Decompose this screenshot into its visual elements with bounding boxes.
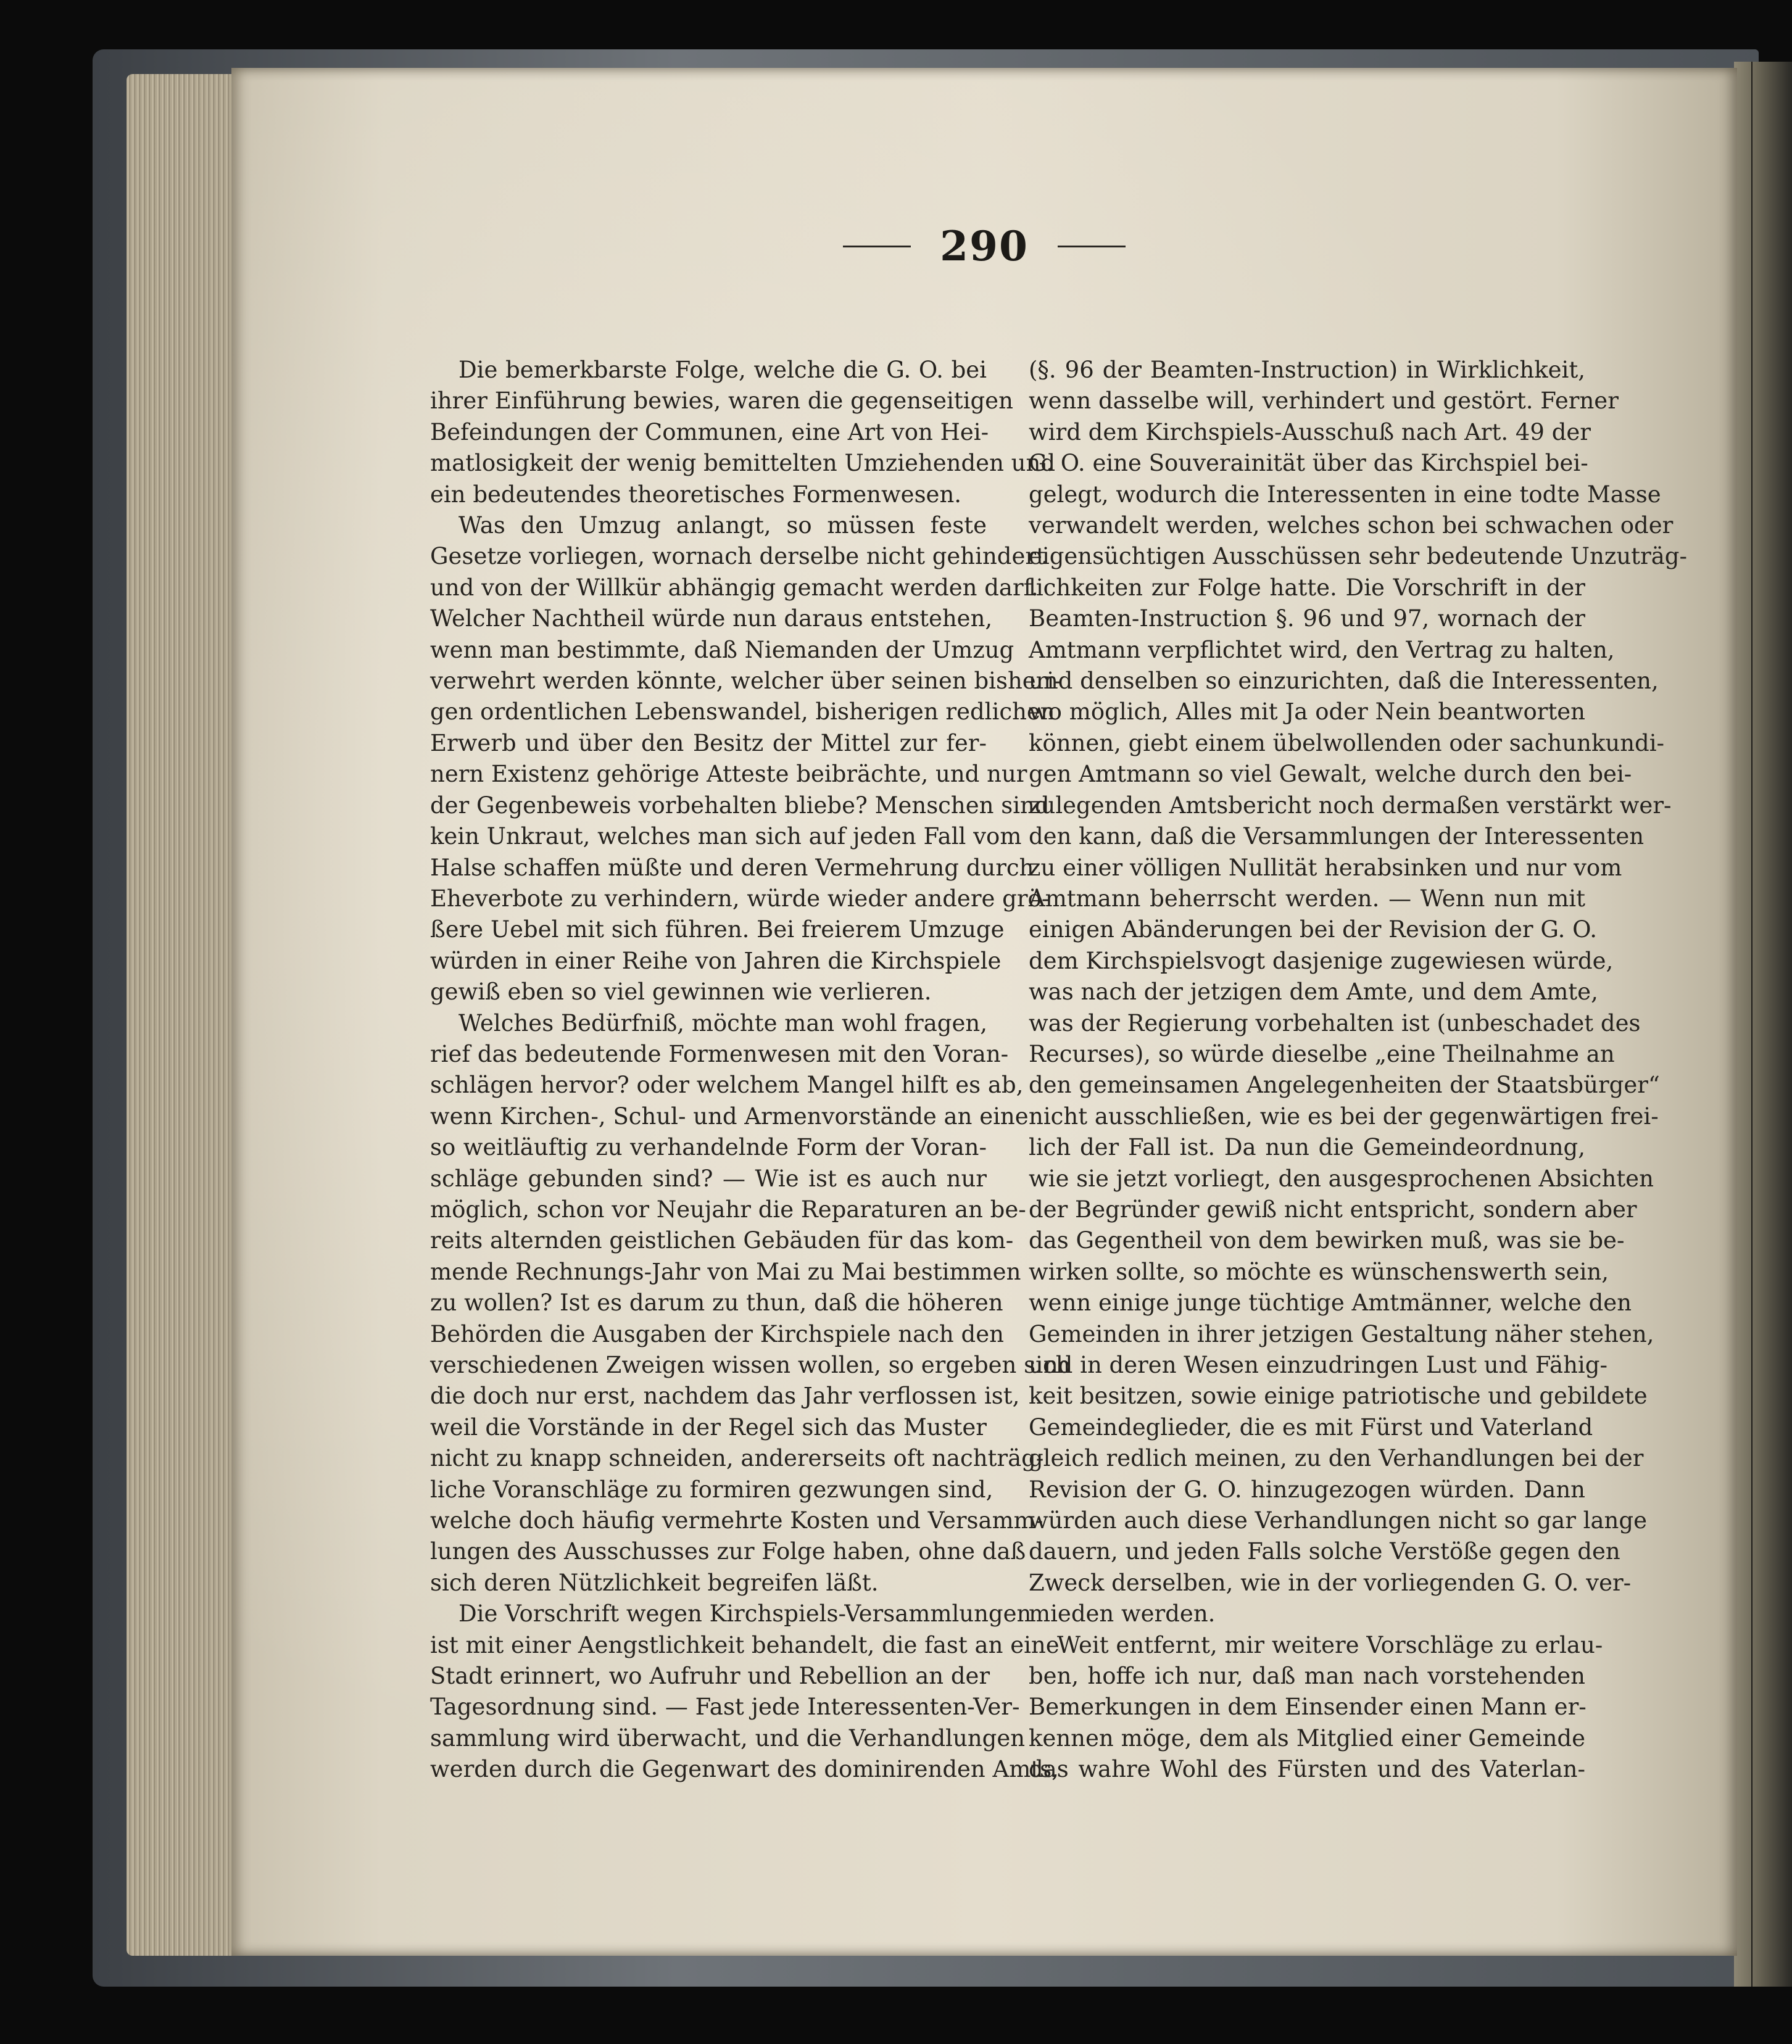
- text-line: rief das bedeutende Formenwesen mit den Voran-: [430, 1040, 1009, 1067]
- text-line: ßere Uebel mit sich führen. Bei freierem Umzuge: [430, 916, 1005, 943]
- text-line: können, giebt einem übelwollenden oder sachunkundi-: [1029, 729, 1665, 756]
- text-line: wird dem Kirchspiels-Ausschuß nach Art. 49 der: [1029, 418, 1591, 445]
- text-line: so weitläuftig zu verhandelnde Form der Voran-: [430, 1134, 987, 1161]
- text-line: nicht ausschließen, wie es bei der gegenwärtigen frei-: [1029, 1103, 1659, 1130]
- text-line: Revision der G. O. hinzugezogen würden. Dann: [1029, 1476, 1585, 1503]
- text-line: Welcher Nachtheil würde nun daraus entstehen,: [430, 605, 993, 632]
- paragraph: [1029, 355, 1687, 1630]
- text-line: mieden werden.: [1029, 1600, 1216, 1628]
- left-text-column: [430, 355, 1071, 1785]
- text-line: würden in einer Reihe von Jahren die Kirchspiele: [430, 947, 1002, 974]
- text-line: gen Amtmann so viel Gewalt, welche durch den bei-: [1029, 761, 1632, 788]
- text-line: wenn Kirchen-, Schul- und Armenvorstände an eine: [430, 1103, 1029, 1130]
- text-line: wenn einige junge tüchtige Amtmänner, welche den: [1029, 1289, 1632, 1317]
- text-line: und von der Willkür abhängig gemacht werden darf.: [430, 574, 1039, 601]
- text-line: wie sie jetzt vorliegt, den ausgesprochenen Absichten: [1029, 1165, 1654, 1192]
- text-line: möglich, schon vor Neujahr die Reparaturen an be-: [430, 1196, 1026, 1223]
- text-line: dem Kirchspielsvogt dasjenige zugewiesen würde,: [1029, 947, 1614, 974]
- text-line: gewiß eben so viel gewinnen wie verlieren.: [430, 979, 932, 1006]
- page-number: 290: [940, 222, 1029, 270]
- text-line: wirken sollte, so möchte es wünschenswerth sein,: [1029, 1258, 1609, 1285]
- text-line: verwandelt werden, welches schon bei schwachen oder: [1029, 512, 1674, 539]
- text-line: Erwerb und über den Besitz der Mittel zur fer-: [430, 729, 987, 756]
- facing-page-edge: [1734, 62, 1792, 1987]
- text-line: und in deren Wesen einzudringen Lust und Fähig-: [1029, 1352, 1607, 1378]
- text-line: sich deren Nützlichkeit begreifen läßt.: [430, 1569, 879, 1596]
- text-line: den kann, daß die Versammlungen der Interessenten: [1029, 823, 1645, 850]
- text-line: gleich redlich meinen, zu den Verhandlungen bei der: [1029, 1445, 1644, 1472]
- text-line: der Gegenbeweis vorbehalten bliebe? Menschen sind: [430, 792, 1050, 819]
- paragraph: [1029, 1630, 1603, 1785]
- text-line: (§. 96 der Beamten-Instruction) in Wirklichkeit,: [1029, 357, 1585, 383]
- text-line: kennen möge, dem als Mitglied einer Gemeinde: [1029, 1724, 1585, 1752]
- text-line: lungen des Ausschusses zur Folge haben, ohne daß: [430, 1538, 1026, 1565]
- text-line: was der Regierung vorbehalten ist (unbeschadet des: [1029, 1009, 1641, 1036]
- text-line: Bemerkungen in dem Einsender einen Mann er-: [1029, 1694, 1587, 1721]
- text-line: schläge gebunden sind? — Wie ist es auch nur: [430, 1165, 987, 1192]
- text-line: ben, hoffe ich nur, daß man nach vorstehenden: [1029, 1663, 1585, 1690]
- page-header: [231, 222, 1737, 270]
- text-line: Behörden die Ausgaben der Kirchspiele nach den: [430, 1320, 1004, 1347]
- page-edges: [127, 74, 234, 1956]
- text-line: würden auch diese Verhandlungen nicht so gar lange: [1029, 1507, 1647, 1534]
- text-line: Gesetze vorliegen, wornach derselbe nicht gehindert: [430, 543, 1045, 570]
- text-line: verwehrt werden könnte, welcher über seinen bisheri-: [430, 668, 1062, 695]
- text-line: lichkeiten zur Folge hatte. Die Vorschrift in der: [1029, 574, 1585, 601]
- text-line: welche doch häufig vermehrte Kosten und Versamm-: [430, 1507, 1043, 1534]
- text-line: wenn man bestimmte, daß Niemanden der Umzug: [430, 636, 1014, 663]
- text-line: dauern, und jeden Falls solche Verstöße gegen den: [1029, 1538, 1620, 1565]
- text-line: Tagesordnung sind. — Fast jede Interessenten-Ver-: [430, 1694, 1020, 1721]
- text-line: Eheverbote zu verhindern, würde wieder andere grö-: [430, 885, 1050, 912]
- text-line: eigensüchtigen Ausschüssen sehr bedeutende Unzuträg-: [1029, 543, 1687, 570]
- text-line: Zweck derselben, wie in der vorliegenden G. O. ver-: [1029, 1569, 1632, 1596]
- text-line: Amtmann verpflichtet wird, den Vertrag zu halten,: [1029, 636, 1615, 663]
- text-line: werden durch die Gegenwart des dominirenden Amts,: [430, 1756, 1059, 1783]
- text-line: die doch nur erst, nachdem das Jahr verflossen ist,: [430, 1383, 1020, 1410]
- text-line: das wahre Wohl des Fürsten und des Vaterlan-: [1029, 1756, 1585, 1783]
- text-line: ihrer Einführung bewies, waren die gegenseitigen: [430, 387, 1013, 415]
- text-line: Halse schaffen müßte und deren Vermehrung durch: [430, 854, 1034, 881]
- text-line: Stadt erinnert, wo Aufruhr und Rebellion an der: [430, 1663, 990, 1690]
- text-line: Recurses), so würde dieselbe „eine Theilnahme an: [1029, 1040, 1615, 1067]
- text-line: zulegenden Amtsbericht noch dermaßen verstärkt wer-: [1029, 792, 1672, 819]
- text-line: zu wollen? Ist es darum zu thun, daß die höheren: [430, 1289, 1003, 1317]
- right-text-column: [1029, 355, 1687, 1785]
- text-line: sammlung wird überwacht, und die Verhandlungen: [430, 1724, 1026, 1752]
- text-line: und denselben so einzurichten, daß die Interessenten,: [1029, 668, 1659, 695]
- text-line: gelegt, wodurch die Interessenten in eine todte Masse: [1029, 481, 1661, 508]
- text-line: wenn dasselbe will, verhindert und gestört. Ferner: [1029, 387, 1619, 415]
- text-line: weil die Vorstände in der Regel sich das Muster: [430, 1413, 987, 1441]
- text-line: der Begründer gewiß nicht entspricht, sondern aber: [1029, 1196, 1637, 1223]
- text-line: liche Voranschläge zu formiren gezwungen sind,: [430, 1476, 993, 1503]
- header-rule-right: [1058, 246, 1126, 247]
- text-line: gen ordentlichen Lebenswandel, bisherigen redlichen: [430, 698, 1055, 726]
- book-page: [231, 68, 1737, 1956]
- text-line: mende Rechnungs-Jahr von Mai zu Mai bestimmen: [430, 1258, 1021, 1285]
- text-line: matlosigkeit der wenig bemittelten Umziehenden und: [430, 450, 1056, 477]
- text-line: zu einer völligen Nullität herabsinken und nur vom: [1029, 854, 1622, 881]
- header-rule-left: [843, 246, 911, 247]
- text-line: Die Vorschrift wegen Kirchspiels-Versammlungen: [458, 1600, 1032, 1628]
- text-line: G. O. eine Souverainität über das Kirchspiel bei-: [1029, 450, 1588, 477]
- text-line: Weit entfernt, mir weitere Vorschläge zu erlau-: [1057, 1631, 1603, 1658]
- text-line: was nach der jetzigen dem Amte, und dem Amte,: [1029, 979, 1598, 1006]
- text-line: Amtmann beherrscht werden. — Wenn nun mit: [1029, 885, 1585, 912]
- text-line: kein Unkraut, welches man sich auf jeden Fall vom: [430, 823, 1022, 850]
- paragraph: [430, 1008, 1071, 1599]
- text-line: keit besitzen, sowie einige patriotische und gebildete: [1029, 1383, 1648, 1410]
- text-line: lich der Fall ist. Da nun die Gemeindeordnung,: [1029, 1134, 1585, 1161]
- text-line: Befeindungen der Communen, eine Art von Hei-: [430, 418, 989, 445]
- text-line: ist mit einer Aengstlichkeit behandelt, die fast an eine: [430, 1631, 1060, 1658]
- text-line: schlägen hervor? oder welchem Mangel hilft es ab,: [430, 1072, 1024, 1099]
- paragraph: [430, 1599, 1060, 1785]
- text-line: reits alternden geistlichen Gebäuden für das kom-: [430, 1227, 1014, 1254]
- text-line: einigen Abänderungen bei der Revision der G. O.: [1029, 916, 1598, 943]
- text-line: ein bedeutendes theoretisches Formenwesen.: [430, 481, 962, 508]
- text-line: Gemeindeglieder, die es mit Fürst und Vaterland: [1029, 1413, 1593, 1441]
- text-line: Die bemerkbarste Folge, welche die G. O. bei: [458, 357, 987, 383]
- text-line: nern Existenz gehörige Atteste beibrächte, und nur: [430, 761, 1027, 788]
- text-line: Beamten-Instruction §. 96 und 97, wornach der: [1029, 605, 1585, 632]
- text-line: das Gegentheil von dem bewirken muß, was sie be-: [1029, 1227, 1625, 1254]
- paragraph: [430, 355, 1056, 510]
- text-line: verschiedenen Zweigen wissen wollen, so ergeben sich: [430, 1352, 1071, 1378]
- paragraph: [430, 510, 1062, 1008]
- text-line: nicht zu knapp schneiden, andererseits oft nachträg-: [430, 1445, 1044, 1472]
- text-line: wo möglich, Alles mit Ja oder Nein beantworten: [1029, 698, 1585, 726]
- text-line: Welches Bedürfniß, möchte man wohl fragen,: [458, 1009, 987, 1036]
- text-line: Was den Umzug anlangt, so müssen feste: [458, 512, 987, 539]
- text-line: Gemeinden in ihrer jetzigen Gestaltung näher stehen,: [1029, 1320, 1654, 1347]
- text-line: den gemeinsamen Angelegenheiten der Staatsbürger“: [1029, 1072, 1660, 1099]
